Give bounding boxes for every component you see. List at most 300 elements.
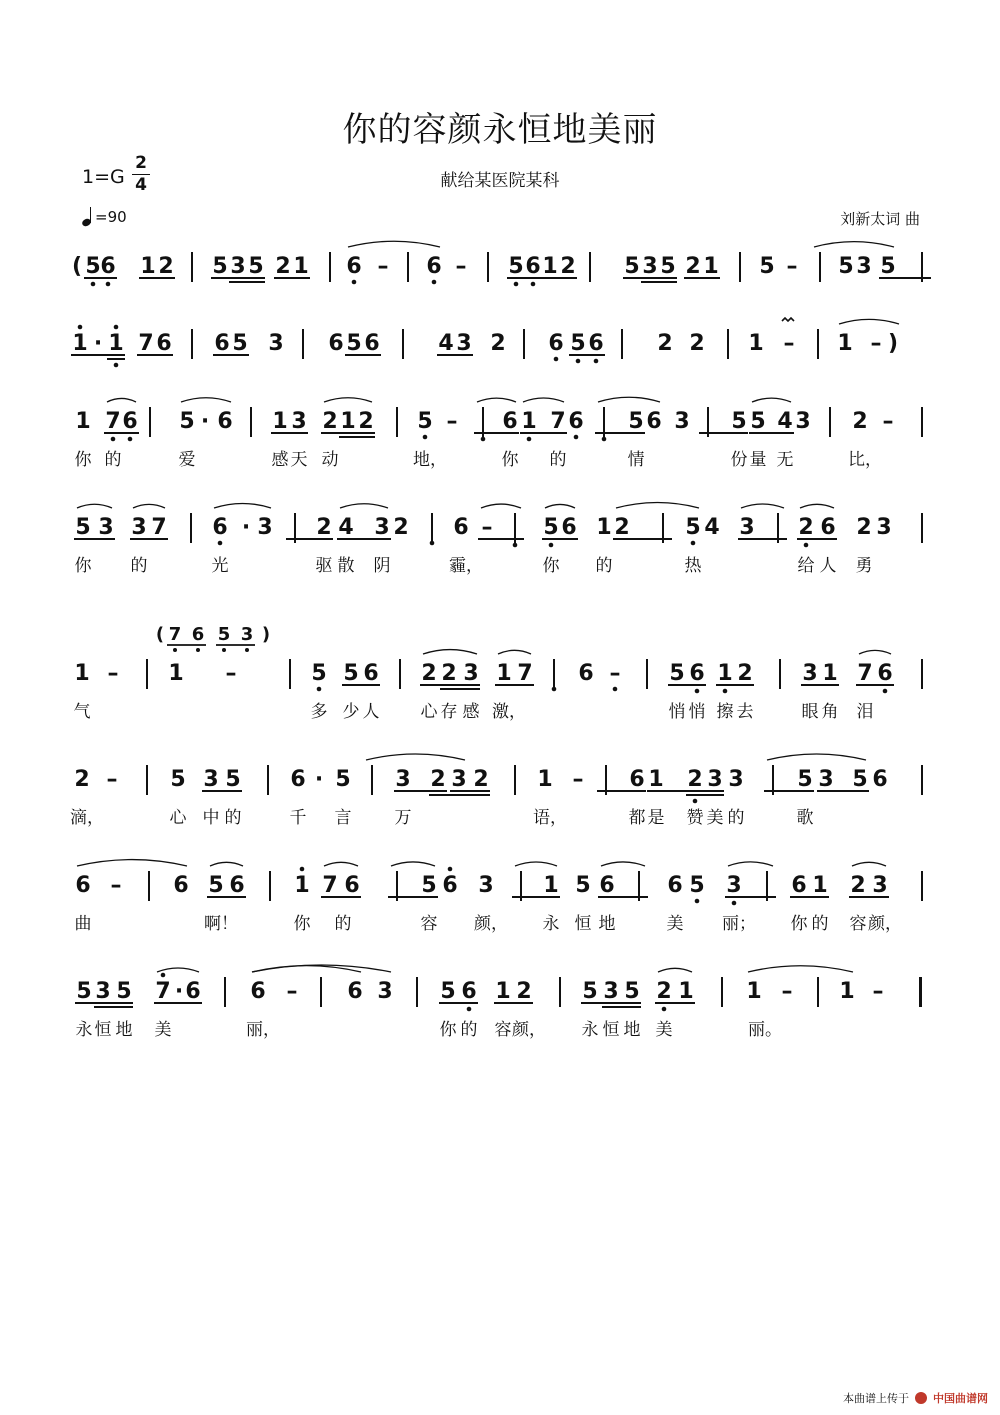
slur — [157, 968, 199, 972]
note: 3 — [374, 515, 390, 540]
note: 3 — [377, 979, 393, 1004]
note: 6 — [578, 661, 594, 686]
note: 7 — [322, 873, 338, 898]
note: 7 — [155, 979, 171, 1004]
note: 6 — [346, 254, 362, 279]
note: 3 — [795, 409, 811, 434]
barline — [646, 659, 648, 689]
lyric-syllable: 量 — [749, 450, 767, 470]
slur — [839, 319, 899, 324]
lyric-syllable: 霾， — [449, 556, 483, 576]
symbol: · — [93, 331, 103, 356]
lyric-syllable: 无 — [776, 450, 794, 470]
notation-row — [0, 869, 1000, 903]
lyric-syllable: 美 — [666, 914, 684, 934]
note: 6 — [364, 331, 380, 356]
lyric-syllable: 动 — [321, 450, 339, 470]
note: 3 — [728, 767, 744, 792]
note: 6 — [363, 661, 379, 686]
slur — [348, 241, 440, 247]
note: 2 — [687, 767, 703, 792]
note: 3 — [818, 767, 834, 792]
note: 7 — [151, 515, 167, 540]
score-line — [0, 624, 1000, 727]
barline — [396, 871, 398, 901]
notation-row — [0, 975, 1000, 1009]
barline — [721, 977, 723, 1007]
dash: – — [572, 767, 584, 792]
note: 6 — [217, 409, 233, 434]
note: 7 — [105, 409, 121, 434]
slur — [252, 965, 391, 972]
slur — [210, 862, 243, 866]
note: 2 — [393, 515, 409, 540]
octave-down-dot — [173, 648, 177, 652]
note: 2 — [358, 409, 374, 434]
note: 1 — [340, 409, 356, 434]
barline — [707, 407, 709, 437]
note: 7 — [857, 661, 873, 686]
barline — [605, 765, 607, 795]
lyric-syllable: 驱 — [315, 556, 333, 576]
symbol: · — [314, 767, 324, 792]
barline — [250, 407, 252, 437]
note: 6 — [525, 254, 541, 279]
slur — [741, 504, 784, 508]
ossia-note: 7 — [168, 624, 182, 645]
note: 2 — [74, 767, 90, 792]
barline — [399, 659, 401, 689]
lyric-syllable: 爱 — [178, 450, 196, 470]
note: 2 — [689, 331, 705, 356]
symbol: · — [174, 979, 184, 1004]
note: 3 — [876, 515, 892, 540]
lyric-syllable: 容 — [494, 1020, 512, 1040]
lyric-syllable: 人 — [362, 702, 380, 722]
lyric-syllable: 永 — [542, 914, 560, 934]
note: 6 — [502, 409, 518, 434]
score-line — [0, 250, 1000, 320]
lyric-syllable: 天 — [290, 450, 308, 470]
lyric-syllable: 的 — [460, 1020, 478, 1040]
note: 5 — [311, 661, 327, 686]
barline — [416, 977, 418, 1007]
note: 1 — [746, 979, 762, 1004]
note: 5 — [797, 767, 813, 792]
note: 7 — [550, 409, 566, 434]
note: 5 — [76, 979, 92, 1004]
tempo-marking — [82, 206, 127, 226]
note: 1 — [543, 873, 559, 898]
note: 5 — [628, 409, 644, 434]
note: 3 — [203, 767, 219, 792]
lyric-syllable: 丽， — [246, 1020, 280, 1040]
lyric-syllable: 容 — [420, 914, 438, 934]
note: 5 — [225, 767, 241, 792]
barline — [146, 765, 148, 795]
lyric-syllable: 地， — [413, 450, 447, 470]
dash: – — [455, 254, 467, 279]
ossia-note: 3 — [240, 624, 254, 645]
note: 2 — [516, 979, 532, 1004]
note: 6 — [250, 979, 266, 1004]
barline — [819, 252, 821, 282]
barline — [514, 513, 516, 543]
note: 6 — [212, 515, 228, 540]
note: 5 — [232, 331, 248, 356]
barline — [431, 513, 433, 543]
lyric-syllable: 是 — [647, 808, 665, 828]
slur — [181, 398, 231, 402]
barline — [523, 329, 525, 359]
notation-row — [0, 511, 1000, 545]
lyric-syllable: 美 — [706, 808, 724, 828]
note: 1 — [521, 409, 537, 434]
symbol: ( — [155, 624, 165, 645]
dash: – — [783, 331, 795, 356]
lyric-syllable: 角 — [821, 702, 839, 722]
note: 3 — [95, 979, 111, 1004]
note: 3 — [802, 661, 818, 686]
lyric-syllable: 眼 — [801, 702, 819, 722]
note: 6 — [328, 331, 344, 356]
notation-row — [0, 250, 1000, 284]
note: 1 — [748, 331, 764, 356]
note: 6 — [229, 873, 245, 898]
lyric-syllable: 泪 — [856, 702, 874, 722]
note: 6 — [347, 979, 363, 1004]
dash: – — [110, 873, 122, 898]
note: 3 — [478, 873, 494, 898]
note: 6 — [344, 873, 360, 898]
note: 6 — [156, 331, 172, 356]
note: 6 — [667, 873, 683, 898]
note: 5 — [343, 661, 359, 686]
barline — [302, 329, 304, 359]
dash: – — [107, 661, 119, 686]
lyric-syllable: 歌 — [796, 808, 814, 828]
lyric-syllable: 永 — [581, 1020, 599, 1040]
note: 1 — [822, 661, 838, 686]
lyric-syllable: 地 — [115, 1020, 133, 1040]
dash: – — [286, 979, 298, 1004]
symbol: · — [241, 515, 251, 540]
note: 6 — [100, 254, 116, 279]
score-line — [0, 511, 1000, 581]
slur — [391, 862, 435, 866]
note: 1 — [596, 515, 612, 540]
notation-row — [0, 405, 1000, 439]
barline — [520, 871, 522, 901]
note: 5 — [852, 767, 868, 792]
barline — [289, 659, 291, 689]
lyric-syllable: 丽； — [722, 914, 756, 934]
dash: – — [481, 515, 493, 540]
note: 1 — [678, 979, 694, 1004]
lyric-syllable: 激， — [492, 702, 526, 722]
barline — [662, 513, 664, 543]
barline — [921, 252, 923, 282]
note: 3 — [456, 331, 472, 356]
note: 2 — [316, 515, 332, 540]
ossia-note: 5 — [217, 624, 231, 645]
lyric-syllable: 心 — [420, 702, 438, 722]
note: 1 — [648, 767, 664, 792]
note: 5 — [346, 331, 362, 356]
note: 2 — [657, 331, 673, 356]
slur — [616, 503, 699, 508]
barline — [779, 659, 781, 689]
lyric-syllable: 你 — [439, 1020, 457, 1040]
page-title: 你的容颜永恒地美丽 — [342, 110, 658, 150]
composer-credit: 刘新太词 曲 — [840, 210, 920, 228]
symbol: ( — [71, 254, 83, 279]
lyric-syllable: 语， — [533, 808, 567, 828]
barline — [777, 513, 779, 543]
barline — [269, 871, 271, 901]
note: 3 — [856, 254, 872, 279]
note: 2 — [322, 409, 338, 434]
lyric-syllable: 中 — [202, 808, 220, 828]
barline — [829, 407, 831, 437]
lyric-syllable: 给 — [797, 556, 815, 576]
note: 5 — [731, 409, 747, 434]
quarter-note-icon — [82, 206, 92, 226]
notation-row — [0, 327, 1000, 361]
lyric-syllable: 去 — [736, 702, 754, 722]
slur — [852, 862, 886, 866]
note: 5 — [685, 515, 701, 540]
footer-text: 本曲谱上传于 — [843, 1392, 909, 1405]
barline — [402, 329, 404, 359]
score-line — [0, 405, 1000, 475]
lyric-syllable: 人 — [819, 556, 837, 576]
note: 3 — [463, 661, 479, 686]
note: 1 — [272, 409, 288, 434]
slur — [324, 862, 358, 866]
meter-top: 2 — [135, 153, 147, 173]
barline — [320, 977, 322, 1007]
note: 1 — [294, 873, 310, 898]
barline — [146, 659, 148, 689]
lyric-syllable: 你 — [501, 450, 519, 470]
note: 3 — [131, 515, 147, 540]
note: 7 — [138, 331, 154, 356]
note: 7 — [517, 661, 533, 686]
tempo-value: =90 — [95, 208, 127, 226]
barline — [148, 871, 150, 901]
barline — [621, 329, 623, 359]
note: 6 — [791, 873, 807, 898]
lyric-syllable: 恒 — [602, 1020, 620, 1040]
note: 2 — [798, 515, 814, 540]
score-line — [0, 763, 1000, 833]
note: 2 — [656, 979, 672, 1004]
barline — [589, 252, 591, 282]
note: 2 — [158, 254, 174, 279]
barline — [817, 329, 819, 359]
slur — [77, 504, 112, 508]
lyric-syllable: 少 — [342, 702, 360, 722]
note: 2 — [685, 254, 701, 279]
lyric-syllable: 的 — [595, 556, 613, 576]
dash: – — [106, 767, 118, 792]
notation-row — [0, 657, 1000, 691]
lyric-syllable: 你 — [790, 914, 808, 934]
note: 2 — [490, 331, 506, 356]
lyric-syllable: 散 — [337, 556, 355, 576]
barline — [921, 871, 923, 901]
barline — [603, 407, 605, 437]
lyric-syllable: 颜， — [512, 1020, 546, 1040]
note: 1 — [108, 331, 124, 356]
score-line — [0, 975, 1000, 1045]
lyric-syllable: 美 — [655, 1020, 673, 1040]
barline — [921, 659, 923, 689]
note: 2 — [850, 873, 866, 898]
slur — [658, 968, 692, 972]
slur — [748, 966, 853, 972]
note: 5 — [170, 767, 186, 792]
lyric-syllable: 颜， — [868, 914, 902, 934]
octave-down-dot — [693, 799, 698, 804]
barline — [739, 252, 741, 282]
slur — [814, 242, 894, 247]
note: 1 — [717, 661, 733, 686]
note: 6 — [689, 661, 705, 686]
barline — [407, 252, 409, 282]
note: 6 — [872, 767, 888, 792]
lyric-syllable: 心 — [169, 808, 187, 828]
slur — [477, 398, 516, 402]
lyric-syllable: 你 — [293, 914, 311, 934]
note: 5 — [75, 515, 91, 540]
note: 6 — [442, 873, 458, 898]
barline — [149, 407, 151, 437]
barline — [267, 765, 269, 795]
barline — [772, 765, 774, 795]
note: 3 — [707, 767, 723, 792]
note: 3 — [451, 767, 467, 792]
note: 1 — [72, 331, 88, 356]
barline — [921, 513, 923, 543]
note: 5 — [543, 515, 559, 540]
notation-row — [0, 763, 1000, 797]
barline — [294, 513, 296, 543]
slur — [800, 504, 834, 508]
barline — [921, 407, 923, 437]
lyric-syllable: 地 — [598, 914, 616, 934]
time-signature — [132, 154, 150, 195]
slur — [545, 504, 575, 508]
octave-down-dot — [245, 648, 249, 652]
note: 3 — [395, 767, 411, 792]
barline — [482, 407, 484, 437]
note: 2 — [560, 254, 576, 279]
lyric-syllable: 的 — [130, 556, 148, 576]
note: 6 — [599, 873, 615, 898]
final-barline — [919, 977, 922, 1007]
barline — [638, 871, 640, 901]
lyric-syllable: 气 — [73, 702, 91, 722]
note: 5 — [582, 979, 598, 1004]
note: 2 — [430, 767, 446, 792]
note: 6 — [461, 979, 477, 1004]
note: 4 — [338, 515, 354, 540]
score-line — [0, 869, 1000, 939]
note: 2 — [473, 767, 489, 792]
lyric-syllable: 滴， — [70, 808, 104, 828]
note: 6 — [426, 254, 442, 279]
note: 4 — [704, 515, 720, 540]
note: 1 — [140, 254, 156, 279]
note: 5 — [440, 979, 456, 1004]
lyric-syllable: 悄 — [668, 702, 686, 722]
lyric-syllable: 的 — [224, 808, 242, 828]
slur — [767, 754, 866, 760]
lyric-syllable: 颜， — [474, 914, 508, 934]
note: 1 — [75, 409, 91, 434]
note: 3 — [257, 515, 273, 540]
note: 3 — [603, 979, 619, 1004]
note: 3 — [726, 873, 742, 898]
note: 5 — [508, 254, 524, 279]
note: 5 — [570, 331, 586, 356]
key-signature: 1=G — [82, 166, 125, 188]
barline — [191, 329, 193, 359]
barline — [224, 977, 226, 1007]
lyric-syllable: 的 — [334, 914, 352, 934]
note: 1 — [293, 254, 309, 279]
note: 6 — [548, 331, 564, 356]
lyric-syllable: 丽。 — [748, 1020, 782, 1040]
note: 5 — [689, 873, 705, 898]
note: 5 — [669, 661, 685, 686]
note: 5 — [208, 873, 224, 898]
note: 5 — [248, 254, 264, 279]
note: 6 — [646, 409, 662, 434]
lyric-syllable: 的 — [104, 450, 122, 470]
octave-down-dot — [114, 363, 119, 368]
barline — [191, 252, 193, 282]
lyric-syllable: 都 — [628, 808, 646, 828]
barline — [487, 252, 489, 282]
note: 1 — [496, 661, 512, 686]
lyric-syllable: 万 — [394, 808, 412, 828]
note: 3 — [230, 254, 246, 279]
note: 5 — [880, 254, 896, 279]
site-logo-icon — [915, 1392, 927, 1404]
note: 2 — [852, 409, 868, 434]
dash: – — [882, 409, 894, 434]
barline — [329, 252, 331, 282]
subtitle: 献给某医院某科 — [440, 171, 560, 191]
note: 5 — [421, 873, 437, 898]
note: 1 — [703, 254, 719, 279]
note: 1 — [168, 661, 184, 686]
note: 6 — [122, 409, 138, 434]
lyric-syllable: 情 — [627, 450, 645, 470]
barline — [727, 329, 729, 359]
lyric-syllable: 千 — [289, 808, 307, 828]
dash: – — [377, 254, 389, 279]
note: 6 — [561, 515, 577, 540]
slur — [324, 398, 372, 402]
note: 5 — [85, 254, 101, 279]
score-line — [0, 327, 1000, 397]
note: 6 — [214, 331, 230, 356]
dash: – — [446, 409, 458, 434]
